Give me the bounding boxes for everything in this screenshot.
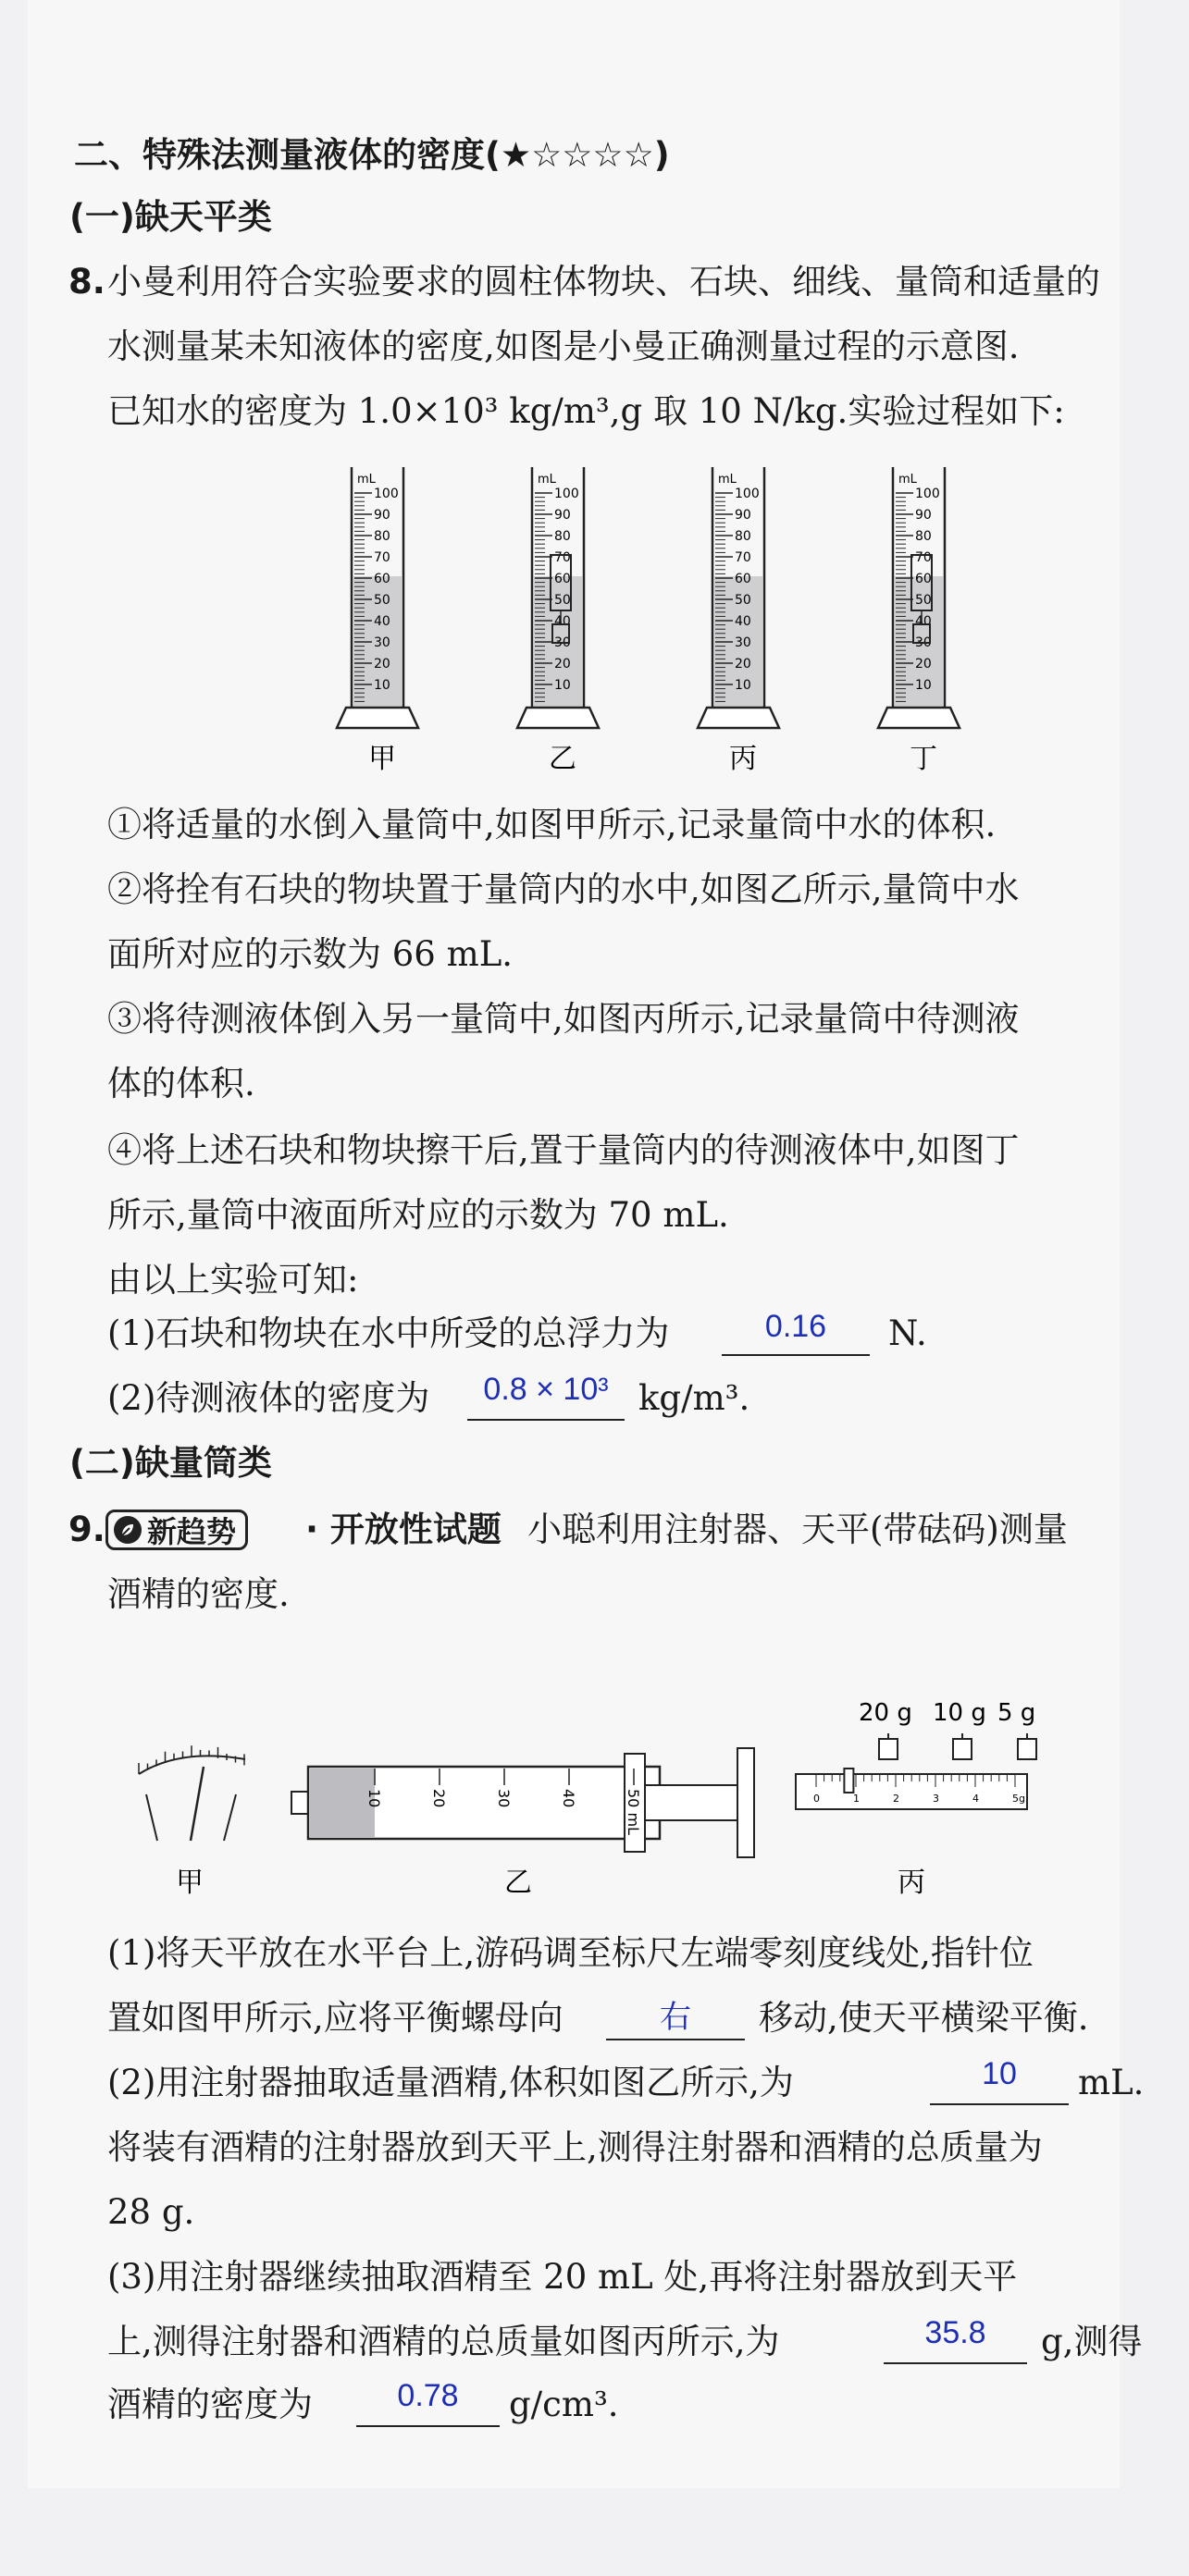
q9-p3-blank2[interactable] [356,2425,500,2427]
tick-label: 20 [915,657,932,672]
q8-step3-line2: 体的体积. [107,1064,255,1103]
pointer-needle [191,1767,204,1841]
scale-tick-label: 3 [933,1793,939,1805]
tick-label: 20 [735,657,751,672]
tick-label: 90 [735,508,751,523]
figure-label: 乙 [504,1867,532,1899]
new-trend-badge [105,1510,248,1550]
cylinder-base [517,708,599,728]
tick-label: 10 [915,678,932,693]
tick-label: 100 [554,487,579,501]
q8-sub1-blank[interactable] [722,1354,870,1356]
tick-label: 40 [554,614,571,629]
q9-p2-blank[interactable] [930,2103,1069,2105]
tick-label: 80 [735,529,751,544]
figure-label: 甲 [176,1867,204,1899]
graduated-cylinder [337,467,418,775]
figure-label: 乙 [549,743,576,775]
q9-stem-line2: 酒精的密度. [107,1574,290,1614]
q8-sub2-unit: kg/m³. [638,1378,750,1418]
q8-sub2-prompt: (2)待测液体的密度为 [107,1378,430,1418]
syringe-tip [291,1792,308,1814]
tick-label: 20 [554,657,571,672]
tick-label: 30 [554,635,571,650]
q8-step3-line1: ③将待测液体倒入另一量筒中,如图丙所示,记录量筒中待测液 [107,999,1020,1039]
q8-number: 8. [68,262,105,302]
q9-stem-line1: 小聪利用注射器、天平(带砝码)测量 [527,1510,1068,1549]
tick-label: 70 [735,550,751,565]
weight-block [1018,1739,1036,1759]
q8-step2-line1: ②将拴有石块的物块置于量筒内的水中,如图乙所示,量筒中水 [107,869,1020,909]
q9-p1-blank[interactable] [606,2039,745,2040]
plunger-rod [645,1785,737,1820]
tick-label: 10 [374,678,390,693]
q8-step4-line2: 所示,量筒中液面所对应的示数为 70 mL. [107,1195,729,1235]
plunger-thumb [737,1748,754,1857]
q9-p3-line1: (3)用注射器继续抽取酒精至 20 mL 处,再将注射器放到天平 [107,2257,1018,2297]
q9-p2-line1-suffix: mL. [1078,2063,1145,2102]
figure-label: 丙 [898,1867,925,1899]
tick-label: 40 [374,614,390,629]
tick-label: 80 [374,529,390,544]
tick-label: 50 [374,593,390,608]
graduated-cylinder [698,467,779,775]
badge-label: 新趋势 [147,1514,237,1549]
q9-p2-line1-prefix: (2)用注射器抽取适量酒精,体积如图乙所示,为 [107,2063,794,2102]
tick-label: 30 [735,635,751,650]
q8-step4-line1: ④将上述石块和物块擦干后,置于量筒内的待测液体中,如图丁 [107,1130,1020,1170]
cylinder-base [337,708,418,728]
syringe-tick-label: 20 [430,1789,448,1808]
tick-label: 100 [915,487,940,501]
scale-tick-label: 2 [893,1793,899,1805]
pointer-dial [139,1745,245,1899]
tick-label: 90 [915,508,932,523]
graduated-cylinders-figure [305,458,990,777]
tick-label: 70 [554,550,571,565]
tick-label: 80 [915,529,932,544]
tick-label: 50 [735,593,751,608]
syringe-tick-label: 40 [560,1789,577,1808]
weight-label: 10 g [933,1699,986,1727]
unit-label: mL [898,473,917,487]
syringe-tick-label: 30 [495,1789,513,1808]
q9-p3-line2-suffix: g,测得 [1041,2322,1143,2361]
q9-p3-line2-prefix: 上,测得注射器和酒精的总质量如图丙所示,为 [107,2322,780,2361]
syringe-tick-label: 10 [365,1789,383,1808]
tick-label: 60 [554,572,571,586]
q8-stem-line1: 小曼利用符合实验要求的圆柱体物块、石块、细线、量筒和适量的 [107,262,1100,302]
balance-syringe-figure [111,1693,1110,1919]
q9-p3-line3-suffix: g/cm³. [509,2385,619,2424]
scale-tick-label: 5g [1012,1793,1025,1805]
tick-label: 50 [554,593,571,608]
figure-label: 甲 [368,743,396,775]
q8-stem-line2: 水测量某未知液体的密度,如图是小曼正确测量过程的示意图. [107,327,1020,366]
weight-block [879,1739,898,1759]
tick-label: 90 [374,508,390,523]
graduated-cylinder [517,467,599,775]
q8-sub1-prompt: (1)石块和物块在水中所受的总浮力为 [107,1313,670,1353]
tick-label: 90 [554,508,571,523]
weight-label: 5 g [997,1699,1036,1727]
tick-label: 80 [554,529,571,544]
tick-label: 60 [374,572,390,586]
q9-p2-line2: 将装有酒精的注射器放到天平上,测得注射器和酒精的总质量为 [107,2127,1043,2167]
tick-label: 60 [915,572,932,586]
q8-sub2-blank[interactable] [467,1419,625,1421]
tick-label: 10 [735,678,751,693]
worksheet-page [28,0,1145,2488]
unit-label: mL [357,473,376,487]
q9-number: 9. [68,1510,105,1549]
figure-label: 丙 [729,743,757,775]
q9-p1-line2-prefix: 置如图甲所示,应将平衡螺母向 [107,1998,564,2038]
leaf-icon [114,1516,142,1544]
q9-p3-answer2: 0.78 [397,2378,459,2413]
syringe-tick-label: 50 mL [625,1789,642,1835]
q8-sub2-answer: 0.8 × 10³ [483,1372,609,1407]
tick-label: 30 [915,635,932,650]
tick-label: 30 [374,635,390,650]
q9-p1-line1: (1)将天平放在水平台上,游码调至标尺左端零刻度线处,指针位 [107,1933,1034,1973]
q9-tag: · 开放性试题 [305,1510,502,1549]
q9-p1-answer: 右 [660,2000,691,2035]
syringe [291,1748,754,1899]
q9-p2-answer: 10 [982,2056,1017,2091]
q9-p3-answer1: 35.8 [924,2315,986,2350]
q8-sub1-answer: 0.16 [764,1309,827,1344]
tick-label: 100 [735,487,760,501]
tick-label: 60 [735,572,751,586]
weight-label: 20 g [859,1699,912,1727]
unit-label: mL [538,473,556,487]
weights-and-scale [796,1699,1036,1899]
unit-label: mL [718,473,737,487]
cylinder-base [698,708,779,728]
subsection-title-2: (二)缺量筒类 [69,1443,272,1483]
q9-p3-line3-prefix: 酒精的密度为 [107,2385,313,2424]
section-title: 二、特殊法测量液体的密度(★☆☆☆☆) [74,135,670,175]
tick-label: 70 [374,550,390,565]
rider [844,1769,853,1793]
tick-label: 10 [554,678,571,693]
q9-p1-line2-suffix: 移动,使天平横梁平衡. [759,1998,1089,2038]
tick-label: 100 [374,487,399,501]
q8-step2-line2: 面所对应的示数为 66 mL. [107,934,514,974]
q9-p3-blank1[interactable] [884,2362,1027,2364]
q8-step1: ①将适量的水倒入量筒中,如图甲所示,记录量筒中水的体积. [107,805,997,844]
q9-p2-line3: 28 g. [107,2192,195,2232]
tick-label: 40 [915,614,932,629]
graduated-cylinder [878,467,960,775]
tick-label: 50 [915,593,932,608]
scale-tick-label: 1 [853,1793,860,1805]
alcohol-fill [310,1769,375,1837]
tick-label: 70 [915,550,932,565]
tick-label: 40 [735,614,751,629]
figure-label: 丁 [910,743,937,775]
q8-stem-line3: 已知水的密度为 1.0×10³ kg/m³,g 取 10 N/kg.实验过程如下: [107,391,1065,431]
q8-sub1-unit: N. [888,1313,927,1353]
cylinder-base [878,708,960,728]
tick-label: 20 [374,657,390,672]
dial-arc [139,1756,245,1774]
q8-conclusion: 由以上实验可知: [107,1260,359,1300]
subsection-title-1: (一)缺天平类 [69,197,272,237]
scale-tick-label: 0 [813,1793,820,1805]
weight-block [953,1739,972,1759]
scale-tick-label: 4 [972,1793,979,1805]
